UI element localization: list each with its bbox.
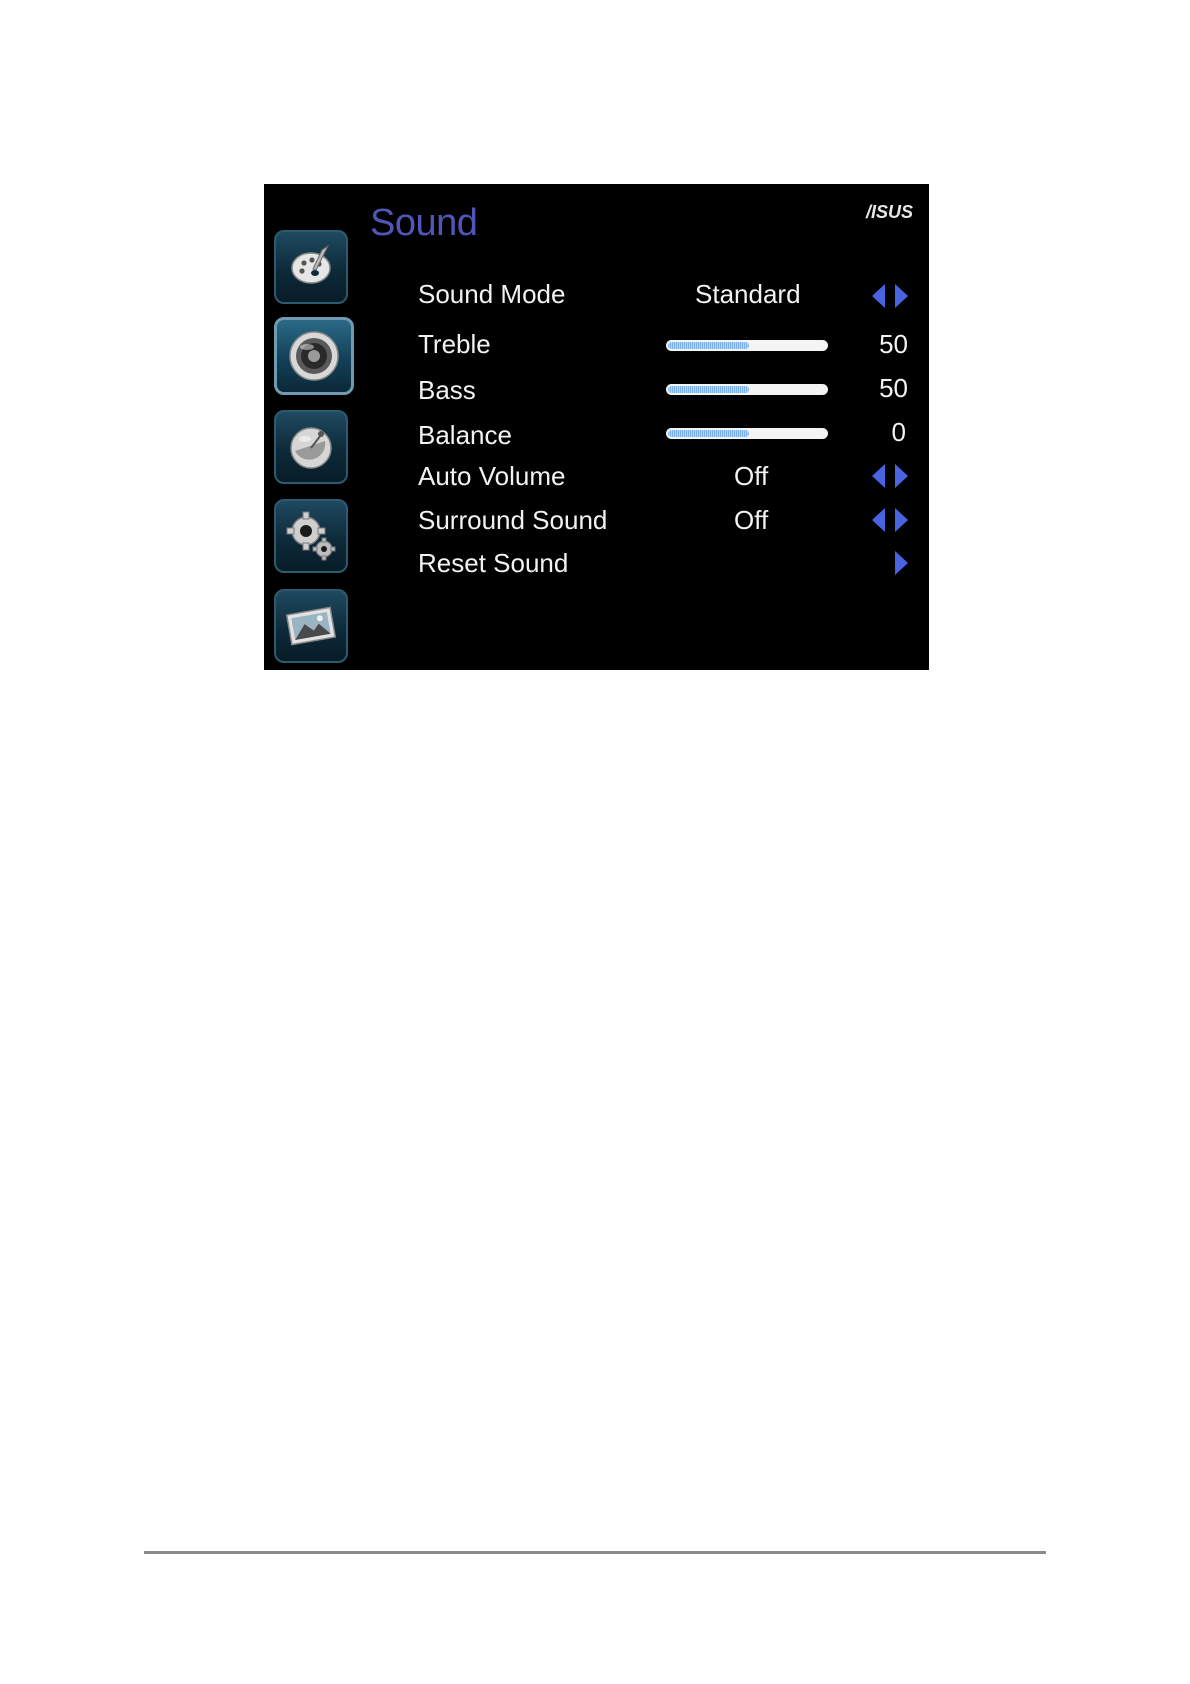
menu-row-sound-mode[interactable] [418,276,908,312]
treble-slider-fill [668,342,749,349]
arrow-right-icon[interactable] [895,551,908,575]
row-label: Auto Volume [418,461,566,491]
arrow-left-icon[interactable] [872,464,885,488]
menu-row-bass[interactable] [418,370,908,406]
menu-row-balance[interactable] [418,414,908,450]
asus-logo: /ISUS [865,202,913,222]
menu-row-treble[interactable] [418,326,908,362]
auto-volume-value: Off [734,461,769,491]
bass-slider[interactable] [666,384,828,395]
arrow-left-icon[interactable] [872,508,885,532]
sidebar-item-channel[interactable] [274,410,348,484]
treble-slider[interactable] [666,340,828,351]
footer-divider [144,1551,1046,1554]
row-label: Balance [418,420,512,450]
bass-value: 50 [879,373,908,403]
balance-slider-fill [668,430,749,437]
surround-sound-value: Off [734,505,769,535]
page-title: Sound [370,202,478,244]
treble-value: 50 [879,329,908,359]
menu-row-surround-sound[interactable] [418,502,908,538]
sidebar-item-picture[interactable] [274,230,348,304]
sidebar-item-setup[interactable] [274,499,348,573]
row-label: Sound Mode [418,279,566,309]
satellite-dish-icon [285,421,337,473]
speaker-icon [285,327,343,385]
gears-icon [284,509,338,563]
menu-row-auto-volume[interactable] [418,458,908,494]
sound-mode-value: Standard [695,279,801,309]
sidebar-item-photo[interactable] [274,589,348,663]
row-label: Reset Sound [418,548,569,578]
balance-slider[interactable] [666,428,828,439]
row-label: Bass [418,375,476,405]
arrow-right-icon[interactable] [895,508,908,532]
bass-slider-fill [668,386,749,393]
arrow-left-icon[interactable] [872,284,885,308]
row-label: Treble [418,329,491,359]
landscape-image-icon [283,603,339,649]
palette-icon [286,242,336,292]
balance-value: 0 [891,417,906,447]
sound-settings-osd [264,184,929,670]
menu-row-reset-sound[interactable] [418,545,908,581]
arrow-right-icon[interactable] [895,284,908,308]
arrow-right-icon[interactable] [895,464,908,488]
row-label: Surround Sound [418,505,608,535]
sidebar-item-sound[interactable] [274,317,354,395]
